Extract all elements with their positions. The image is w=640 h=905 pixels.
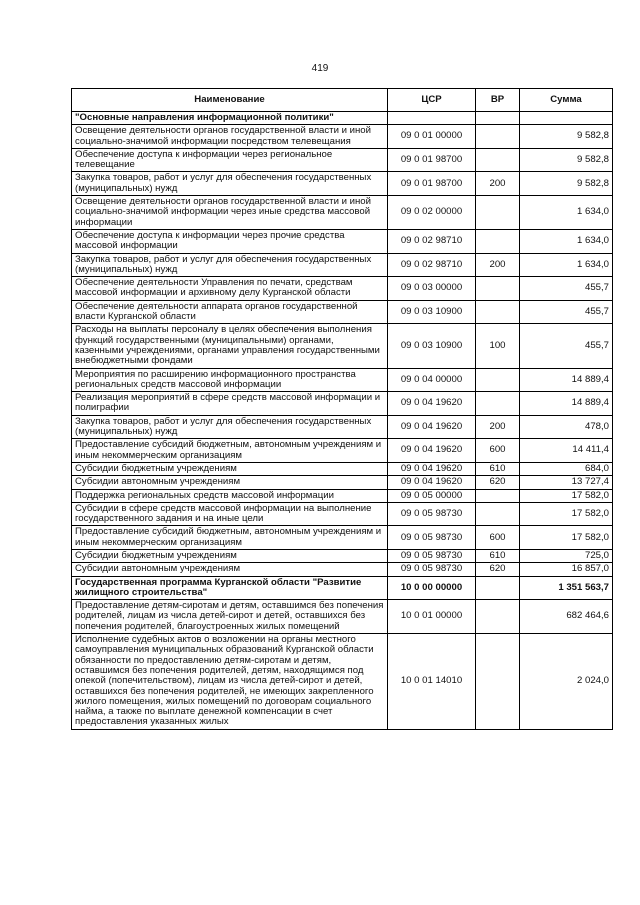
- cell-vr: 200: [476, 415, 520, 439]
- table-row: [72, 549, 613, 562]
- cell-name: "Основные направления информационной политики": [72, 112, 388, 125]
- cell-vr: [476, 576, 520, 600]
- cell-vr: [476, 502, 520, 526]
- cell-vr: 200: [476, 172, 520, 196]
- cell-sum: 16 857,0: [520, 563, 613, 576]
- cell-csr: 10 0 00 00000: [388, 576, 476, 600]
- cell-sum: 682 464,6: [520, 600, 613, 634]
- cell-vr: 200: [476, 253, 520, 277]
- cell-name: Закупка товаров, работ и услуг для обеспечения государственных (муниципальных) нужд: [72, 253, 388, 277]
- cell-vr: 610: [476, 462, 520, 475]
- cell-sum: 9 582,8: [520, 125, 613, 149]
- cell-sum: 13 727,4: [520, 476, 613, 489]
- cell-vr: 100: [476, 324, 520, 368]
- budget-table: [71, 88, 613, 730]
- cell-csr: 09 0 05 00000: [388, 489, 476, 502]
- cell-sum: 9 582,8: [520, 172, 613, 196]
- cell-vr: [476, 300, 520, 324]
- cell-name: Обеспечение деятельности Управления по печати, средствам массовой информации и архивному делу Курганской области: [72, 277, 388, 301]
- cell-name: Субсидии бюджетным учреждениям: [72, 462, 388, 475]
- cell-sum: 684,0: [520, 462, 613, 475]
- cell-name: Закупка товаров, работ и услуг для обеспечения государственных (муниципальных) нужд: [72, 172, 388, 196]
- cell-csr: 09 0 05 98730: [388, 563, 476, 576]
- cell-csr: 09 0 01 98700: [388, 148, 476, 172]
- cell-name: Государственная программа Курганской области "Развитие жилищного строительства": [72, 576, 388, 600]
- table-row: [72, 439, 613, 463]
- cell-name: Закупка товаров, работ и услуг для обеспечения государственных (муниципальных) нужд: [72, 415, 388, 439]
- cell-sum: 455,7: [520, 324, 613, 368]
- table-row: [72, 324, 613, 368]
- cell-csr: 09 0 04 19620: [388, 392, 476, 416]
- table-row: [72, 368, 613, 392]
- table-row: [72, 253, 613, 277]
- cell-name: Освещение деятельности органов государственной власти и иной социально-значимой информации через иные средства массовой информации: [72, 196, 388, 230]
- table-body: [72, 112, 613, 730]
- cell-name: Предоставление детям-сиротам и детям, оставшимся без попечения родителей, лицам из числа детей-сирот и детей, оставшихся без попечения родителей, благоустроенных жилых помещений: [72, 600, 388, 634]
- cell-name: Субсидии автономным учреждениям: [72, 563, 388, 576]
- table-row: [72, 526, 613, 550]
- cell-name: Субсидии в сфере средств массовой информации на выполнение государственного задания и на иные цели: [72, 502, 388, 526]
- cell-vr: [476, 125, 520, 149]
- cell-csr: 09 0 01 00000: [388, 125, 476, 149]
- cell-csr: 09 0 05 98730: [388, 526, 476, 550]
- cell-vr: [476, 489, 520, 502]
- table-row: [72, 392, 613, 416]
- header-sum: Сумма: [520, 89, 613, 112]
- cell-csr: 10 0 01 14010: [388, 634, 476, 730]
- cell-csr: 09 0 04 19620: [388, 439, 476, 463]
- table-header-row: [72, 89, 613, 112]
- table-row: [72, 172, 613, 196]
- cell-name: Субсидии бюджетным учреждениям: [72, 549, 388, 562]
- cell-vr: [476, 600, 520, 634]
- header-vr: ВР: [476, 89, 520, 112]
- table-row: [72, 196, 613, 230]
- cell-vr: [476, 148, 520, 172]
- cell-csr: 09 0 04 19620: [388, 415, 476, 439]
- cell-vr: [476, 112, 520, 125]
- cell-vr: [476, 277, 520, 301]
- cell-sum: 455,7: [520, 300, 613, 324]
- table-row: [72, 563, 613, 576]
- table-row: [72, 576, 613, 600]
- cell-csr: 09 0 04 19620: [388, 476, 476, 489]
- cell-csr: 09 0 03 10900: [388, 324, 476, 368]
- cell-csr: 09 0 04 19620: [388, 462, 476, 475]
- cell-name: Обеспечение деятельности аппарата органов государственной власти Курганской области: [72, 300, 388, 324]
- cell-name: Обеспечение доступа к информации через прочие средства массовой информации: [72, 229, 388, 253]
- cell-name: Предоставление субсидий бюджетным, автономным учреждениям и иным некоммерческим организациям: [72, 439, 388, 463]
- cell-vr: 600: [476, 526, 520, 550]
- cell-name: Расходы на выплаты персоналу в целях обеспечения выполнения функций государственными (муниципальными) органами, казенными учреждениями, органами управления государственными внебюджетными фондами: [72, 324, 388, 368]
- cell-sum: 1 634,0: [520, 253, 613, 277]
- cell-sum: 2 024,0: [520, 634, 613, 730]
- cell-vr: 610: [476, 549, 520, 562]
- cell-csr: 09 0 02 98710: [388, 229, 476, 253]
- cell-csr: 09 0 05 98730: [388, 502, 476, 526]
- cell-sum: 14 889,4: [520, 368, 613, 392]
- cell-sum: 455,7: [520, 277, 613, 301]
- table-row: [72, 415, 613, 439]
- table-row: [72, 300, 613, 324]
- cell-sum: [520, 112, 613, 125]
- table-row: [72, 600, 613, 634]
- cell-name: Предоставление субсидий бюджетным, автономным учреждениям и иным некоммерческим организациям: [72, 526, 388, 550]
- cell-vr: [476, 368, 520, 392]
- cell-csr: 09 0 01 98700: [388, 172, 476, 196]
- table-row: [72, 277, 613, 301]
- cell-csr: [388, 112, 476, 125]
- table-row: [72, 502, 613, 526]
- cell-vr: [476, 229, 520, 253]
- cell-name: Реализация мероприятий в сфере средств массовой информации и полиграфии: [72, 392, 388, 416]
- cell-name: Исполнение судебных актов о возложении на органы местного самоуправления муниципальных образований Курганской области обязанности по предоставлению детям-сиротам и детям, оставшимся без попечения родителей, детям, находящимся под опекой (попечительством), лицам из числа детей-сирот и детей, оставшихся без попечения родителей, не имеющих закрепленного жилого помещения, жилых помещений по договорам социального найма, а также по выплате денежной компенсации в счет предоставления указанных жилых: [72, 634, 388, 730]
- cell-sum: 9 582,8: [520, 148, 613, 172]
- cell-vr: 600: [476, 439, 520, 463]
- cell-vr: [476, 196, 520, 230]
- cell-vr: 620: [476, 563, 520, 576]
- cell-sum: 478,0: [520, 415, 613, 439]
- table-row: [72, 462, 613, 475]
- cell-name: Обеспечение доступа к информации через региональное телевещание: [72, 148, 388, 172]
- cell-vr: 620: [476, 476, 520, 489]
- table-row: [72, 125, 613, 149]
- cell-vr: [476, 634, 520, 730]
- cell-sum: 1 634,0: [520, 229, 613, 253]
- table-row: [72, 634, 613, 730]
- cell-sum: 14 889,4: [520, 392, 613, 416]
- cell-sum: 17 582,0: [520, 489, 613, 502]
- cell-name: Субсидии автономным учреждениям: [72, 476, 388, 489]
- cell-csr: 09 0 03 00000: [388, 277, 476, 301]
- header-name: Наименование: [72, 89, 388, 112]
- cell-name: Мероприятия по расширению информационного пространства региональных средств массовой информации: [72, 368, 388, 392]
- cell-sum: 17 582,0: [520, 526, 613, 550]
- header-csr: ЦСР: [388, 89, 476, 112]
- table-row: [72, 112, 613, 125]
- cell-sum: 725,0: [520, 549, 613, 562]
- cell-sum: 14 411,4: [520, 439, 613, 463]
- cell-name: Поддержка региональных средств массовой информации: [72, 489, 388, 502]
- cell-csr: 09 0 05 98730: [388, 549, 476, 562]
- table-row: [72, 476, 613, 489]
- cell-sum: 1 351 563,7: [520, 576, 613, 600]
- cell-name: Освещение деятельности органов государственной власти и иной социально-значимой информации посредством телевещания: [72, 125, 388, 149]
- table-row: [72, 489, 613, 502]
- cell-sum: 17 582,0: [520, 502, 613, 526]
- cell-vr: [476, 392, 520, 416]
- table-row: [72, 148, 613, 172]
- cell-csr: 09 0 03 10900: [388, 300, 476, 324]
- cell-csr: 10 0 01 00000: [388, 600, 476, 634]
- cell-csr: 09 0 04 00000: [388, 368, 476, 392]
- page-number: 419: [311, 63, 329, 74]
- cell-csr: 09 0 02 00000: [388, 196, 476, 230]
- cell-csr: 09 0 02 98710: [388, 253, 476, 277]
- cell-sum: 1 634,0: [520, 196, 613, 230]
- table-row: [72, 229, 613, 253]
